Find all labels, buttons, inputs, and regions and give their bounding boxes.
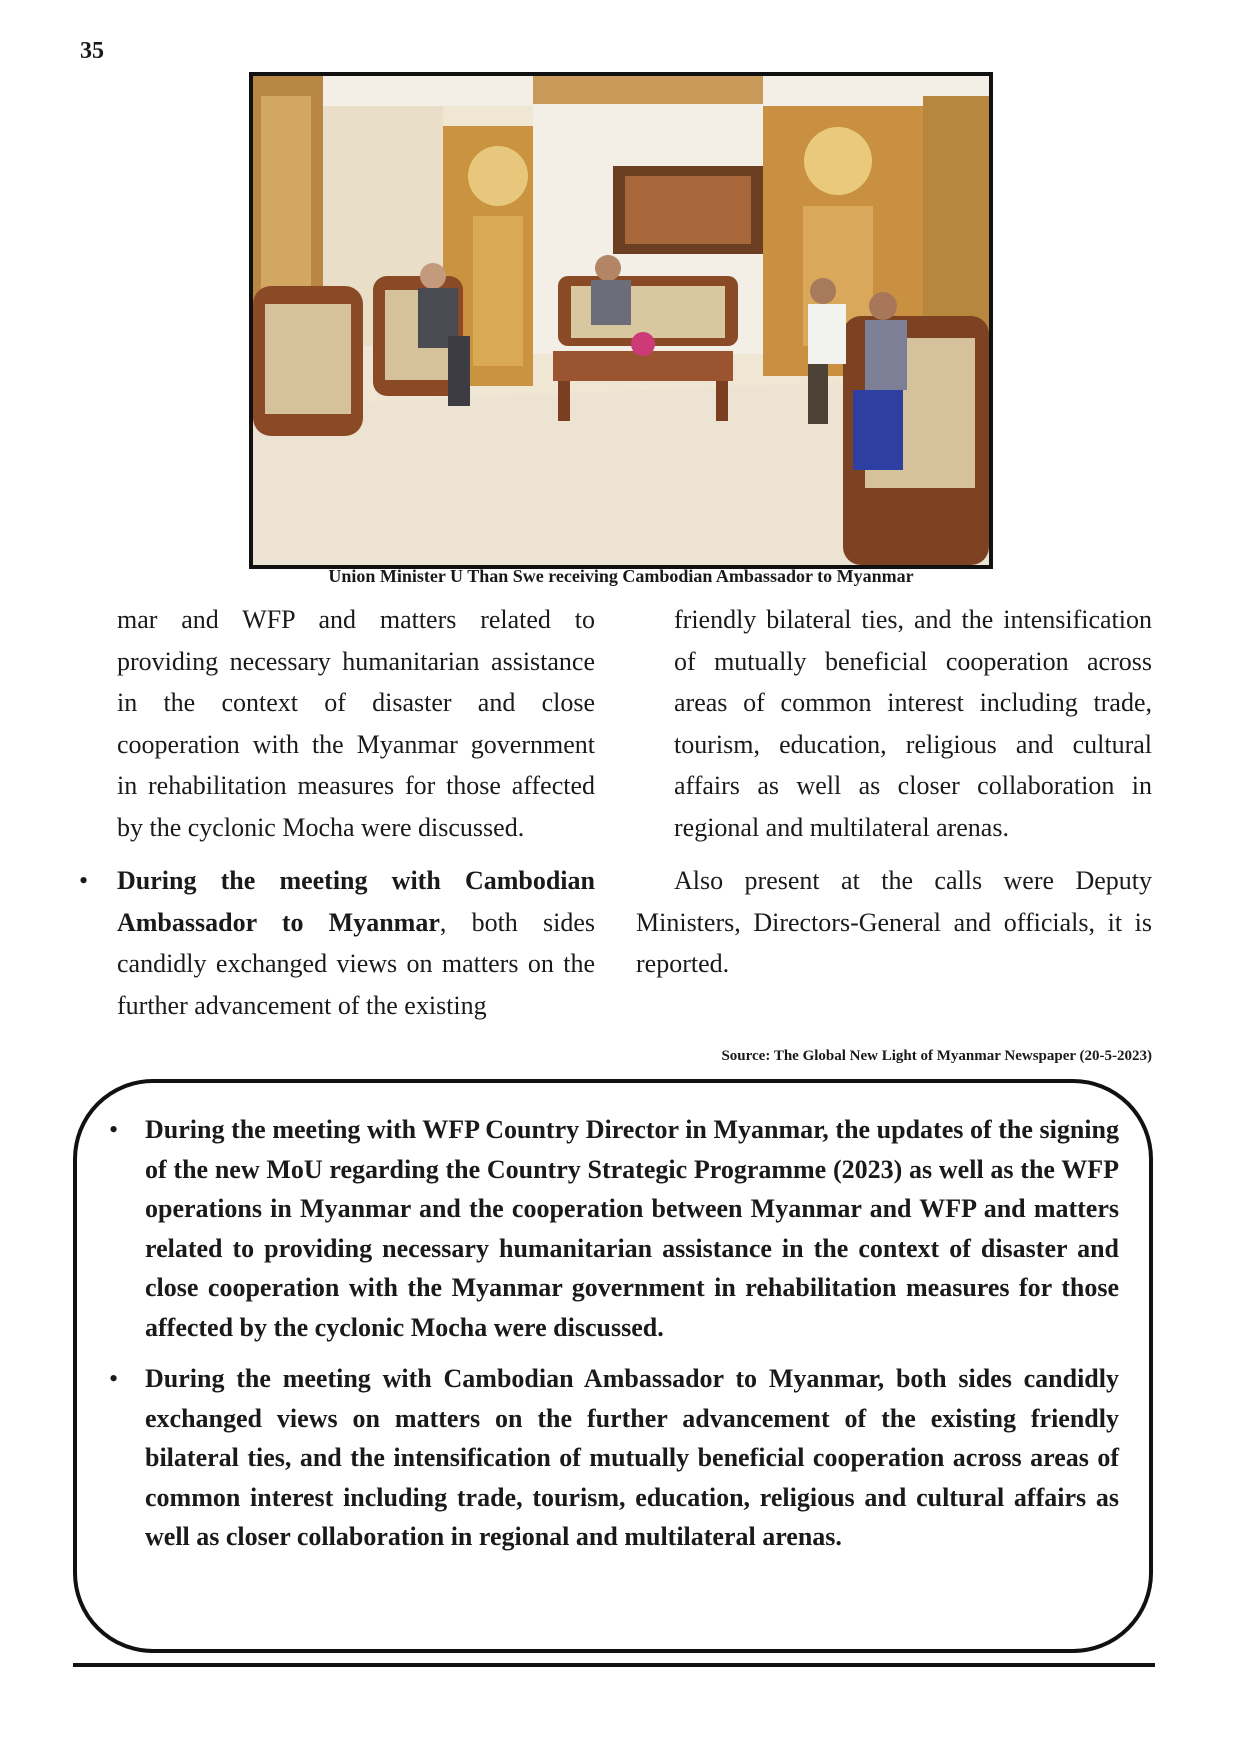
left-column: [79, 599, 595, 1026]
meeting-room-illustration: [253, 76, 989, 565]
photo-caption: Union Minister U Than Swe receiving Cambodian Ambassador to Myanmar: [328, 566, 914, 586]
left-bullet-bold: During the meeting with Cambodian Ambassador to Myanmar: [117, 866, 595, 937]
right-continued-paragraph: friendly bilateral ties, and the intensification of mutually beneficial cooperation across areas of common interest including trade, tourism, education, religious and cultural affairs as well as closer collaboration in regional and multilateral arenas.: [674, 605, 1152, 842]
summary-item-wfp: • During the meeting with WFP Country Director in Myanmar, the updates of the signing of the new MoU regarding the Country Strategic Programme (2023) as well as the WFP operations in Myanmar and the cooperation between Myanmar and WFP and matters related to providing necessary humanitarian assistance in the context of disaster and close cooperation with the Myanmar government in rehabilitation measures for those affected by the cyclonic Mocha were discussed.: [145, 1110, 1119, 1347]
right-paragraph: Also present at the calls were Deputy Ministers, Directors-General and officials, it is reported.: [636, 866, 1152, 978]
meeting-photo: [249, 72, 993, 569]
source-line: Source: The Global New Light of Myanmar Newspaper (20-5-2023): [721, 1048, 1152, 1064]
page-number: 35: [80, 38, 104, 64]
summary-item-cambodia: • During the meeting with Cambodian Ambassador to Myanmar, both sides candidly exchanged views on matters on the further advancement of the existing friendly bilateral ties, and the intensification of mutually beneficial cooperation across areas of common interest including trade, tourism, education, religious and cultural affairs as well as closer collaboration in regional and multilateral arenas.: [145, 1359, 1119, 1557]
left-bullet-text: , both sides candidly exchanged views on matters on the further advancement of the existing: [117, 907, 595, 1020]
summary-list: [145, 1110, 1119, 1569]
right-column: [636, 599, 1152, 985]
bullet-icon: •: [79, 866, 89, 895]
bottom-rule: [73, 1663, 1155, 1667]
summary-box: [73, 1079, 1153, 1653]
left-continued-paragraph: mar and WFP and matters related to providing necessary humanitarian assistance in the context of disaster and close cooperation with the Myanmar government in rehabilitation measures for those affected by the cyclonic Mocha were discussed.: [117, 605, 595, 842]
left-bullet-paragraph: [79, 860, 595, 1026]
